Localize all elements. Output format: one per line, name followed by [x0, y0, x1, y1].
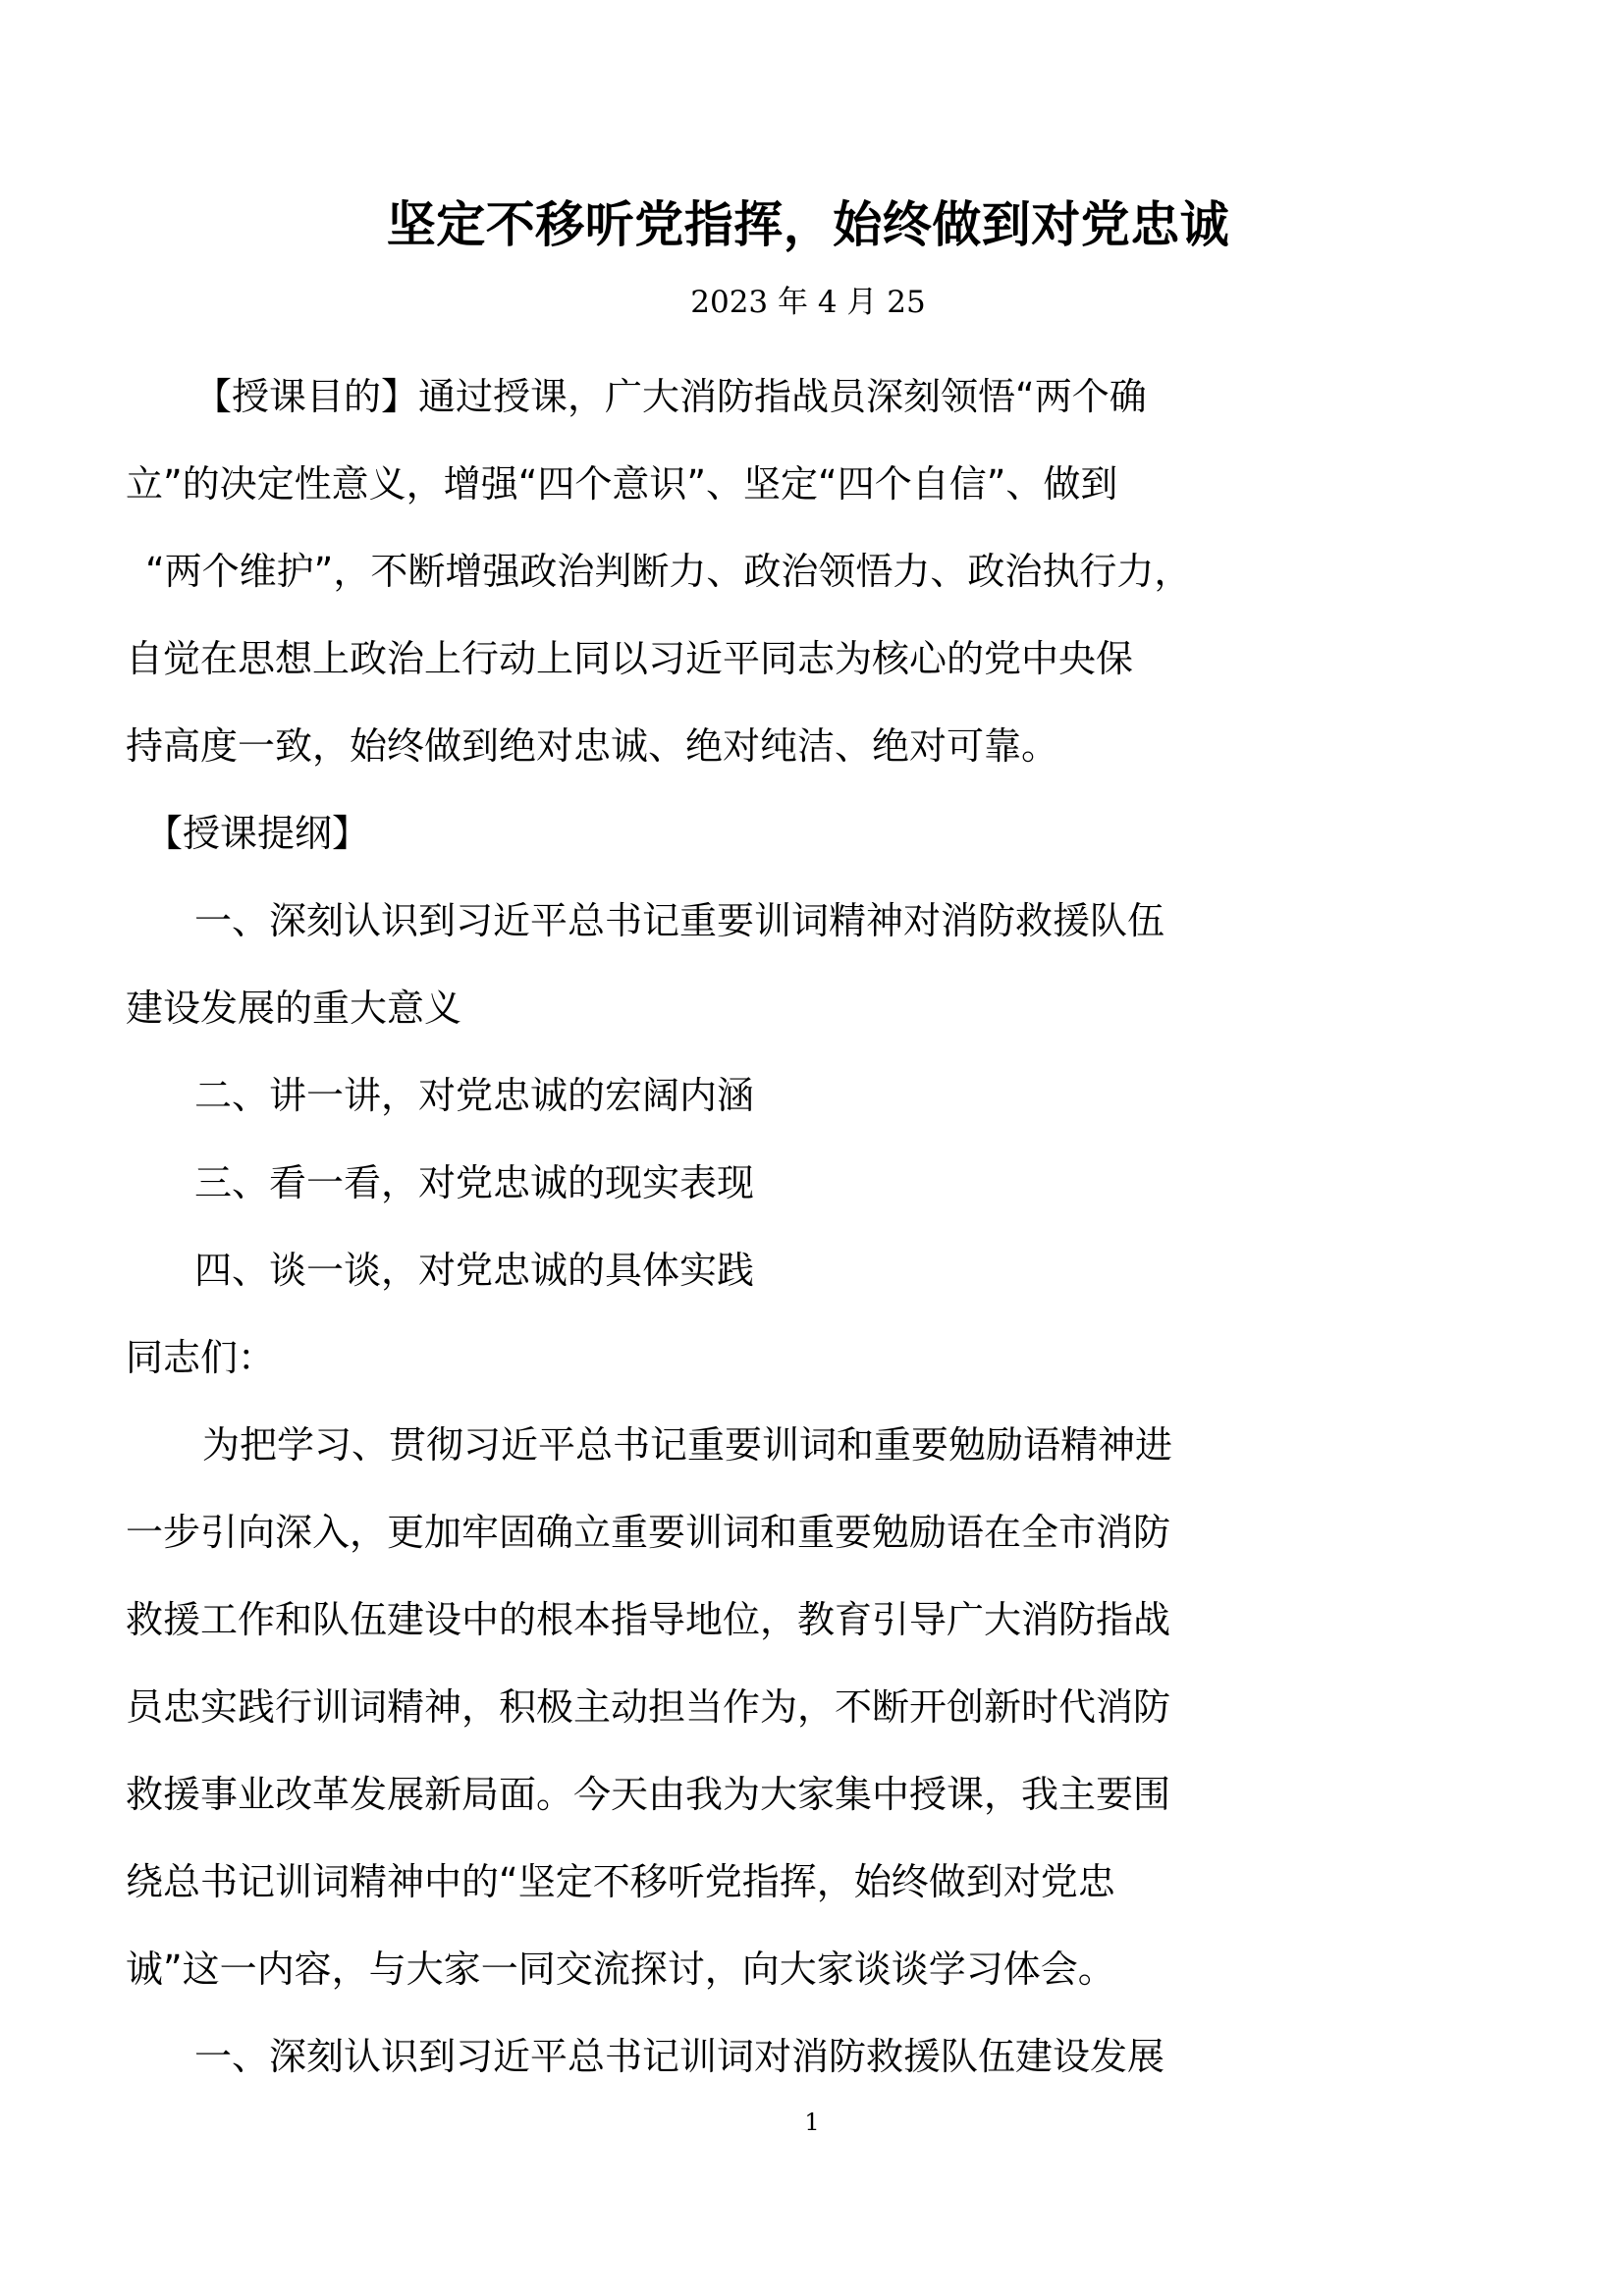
document-line: 一、深刻认识到习近平总书记重要训词精神对消防救援队伍: [194, 899, 1165, 942]
document-line: 二、讲一讲，对党忠诚的宏阔内涵: [194, 1074, 755, 1117]
document-line: 绕总书记训词精神中的“坚定不移听党指挥，始终做到对党忠: [126, 1860, 1115, 1903]
document-line: 为把学习、贯彻习近平总书记重要训词和重要勉励语精神进: [202, 1423, 1173, 1467]
document-line: 员忠实践行训词精神，积极主动担当作为，不断开创新时代消防: [126, 1685, 1171, 1729]
document-body: [126, 324, 1490, 2101]
document-line: 一、深刻认识到习近平总书记训词对消防救援队伍建设发展: [194, 2035, 1165, 2078]
document-line: 建设发展的重大意义: [126, 987, 462, 1030]
document-line: 【授课提纲】: [145, 812, 370, 855]
document-line: 救援工作和队伍建设中的根本指导地位，教育引导广大消防指战: [126, 1598, 1171, 1641]
document-line: 诚”这一内容，与大家一同交流探讨，向大家谈谈学习体会。: [126, 1948, 1115, 1991]
document-line: 持高度一致，始终做到绝对忠诚、绝对纯洁、绝对可靠。: [126, 724, 1059, 768]
document-line: 一步引向深入，更加牢固确立重要训词和重要勉励语在全市消防: [126, 1511, 1171, 1554]
page-number: 1: [804, 2109, 820, 2136]
document-date: 2023 年 4 月 25: [690, 285, 926, 320]
document-line: “两个维护”，不断增强政治判断力、政治领悟力、政治执行力，: [145, 550, 1192, 593]
document-line: 自觉在思想上政治上行动上同以习近平同志为核心的党中央保: [126, 637, 1134, 680]
document-line: 四、谈一谈，对党忠诚的具体实践: [194, 1249, 755, 1292]
document-line: 【授课目的】通过授课，广大消防指战员深刻领悟“两个确: [194, 375, 1147, 418]
document-line: 同志们：: [126, 1336, 276, 1379]
document-content: [126, 0, 1490, 2101]
document-line: 立”的决定性意义，增强“四个意识”、坚定“四个自信”、做到: [126, 462, 1118, 506]
document-line: 三、看一看，对党忠诚的现实表现: [194, 1161, 755, 1204]
page-title: 坚定不移听党指挥，始终做到对党忠诚: [386, 196, 1230, 253]
document-line: 救援事业改革发展新局面。今天由我为大家集中授课，我主要围: [126, 1773, 1171, 1816]
